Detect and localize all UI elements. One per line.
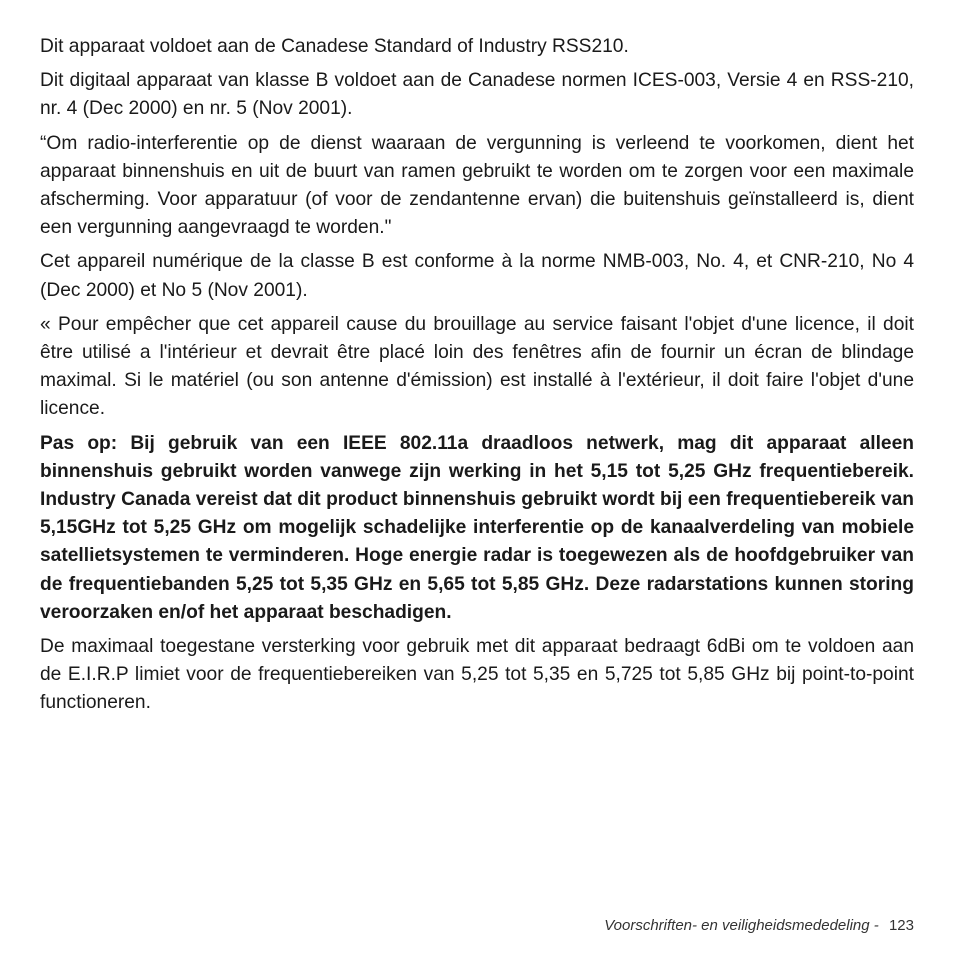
paragraph-interference-fr: « Pour empêcher que cet appareil cause du brouillage au service faisant l'objet d'une licence, il doit être utilisé a l'intérieur et devrait être placé loin des fenêtres afin de fournir un écran de blindage maximal. Si le matériel (ou son antenne d'émission) est installé à l'extérieur, il doit faire l'objet d'une licence.: [40, 313, 914, 420]
footer-section-title: Voorschriften- en veiligheidsmededeling: [604, 917, 870, 934]
page-number: 123: [888, 917, 914, 934]
page-body: [40, 33, 914, 724]
page-footer: [604, 917, 914, 934]
footer-separator: -: [873, 917, 879, 934]
paragraph-interference-nl: “Om radio-interferentie op de dienst waaraan de vergunning is verleend te voorkomen, dient het apparaat binnenshuis en uit de buurt van ramen gebruikt te worden om te zorgen voor een maximale afscherming. Voor apparatuur (of voor de zendantenne ervan) die buitenshuis geïnstalleerd is, dient een vergunning aangevraagd te worden.": [40, 132, 914, 239]
paragraph-rss210: Dit apparaat voldoet aan de Canadese Standard of Industry RSS210.: [40, 36, 629, 57]
paragraph-ices003-nl: Dit digitaal apparaat van klasse B voldoet aan de Canadese normen ICES-003, Versie 4 en RSS-210, nr. 4 (Dec 2000) en nr. 5 (Nov 2001).: [40, 70, 914, 120]
paragraph-warning-80211a: Pas op: Bij gebruik van een IEEE 802.11a draadloos netwerk, mag dit apparaat alleen binnenshuis gebruikt worden vanwege zijn werking in het 5,15 tot 5,25 GHz frequentiebereik. Industry Canada vereist dat dit product binnenshuis gebruikt wordt bij een frequentiebereik van 5,15GHz tot 5,25 GHz om mogelijk schadelijke interferentie op de kanaalverdeling van mobiele satellietsystemen te verminderen. Hoge energie radar is toegewezen als de hoofdgebruiker van de frequentiebanden 5,25 tot 5,35 GHz en 5,65 tot 5,85 GHz. Deze radarstations kunnen storing veroorzaken en/of het apparaat beschadigen.: [40, 432, 914, 623]
paragraph-nmb003-fr: Cet appareil numérique de la classe B est conforme à la norme NMB-003, No. 4, et CNR-210, No 4 (Dec 2000) et No 5 (Nov 2001).: [40, 251, 914, 301]
paragraph-max-gain: De maximaal toegestane versterking voor gebruik met dit apparaat bedraagt 6dBi om te voldoen aan de E.I.R.P limiet voor de frequentiebereiken van 5,25 tot 5,35 en 5,725 tot 5,85 GHz bij point-to-point functioneren.: [40, 636, 914, 714]
